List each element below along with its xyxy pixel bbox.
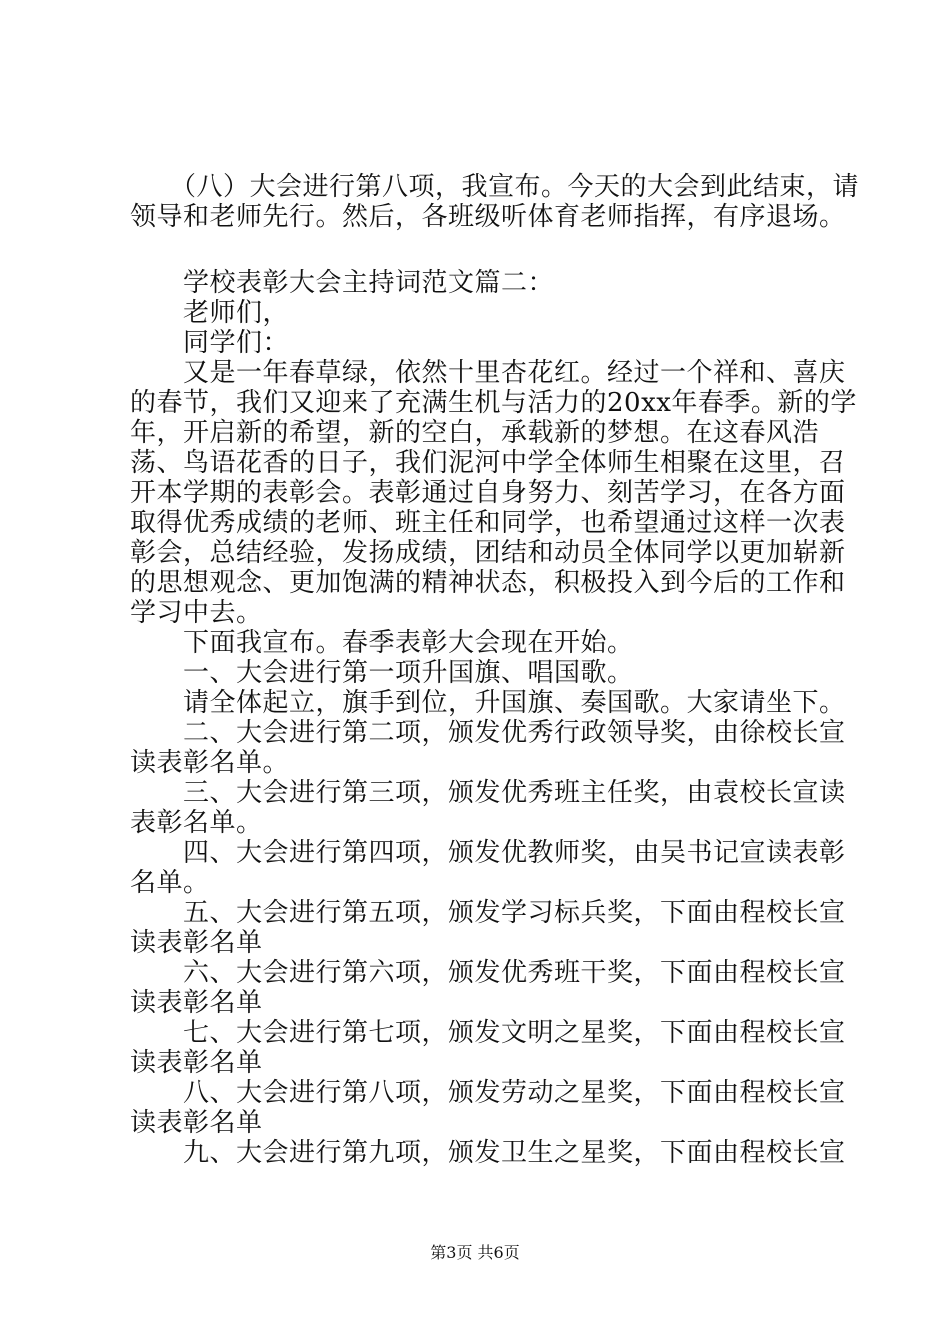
page-number-footer: 第3页 共6页 [430, 1243, 520, 1262]
intro-paragraph: 又是一年春草绿，依然十里杏花红。经过一个祥和、喜庆的春节，我们又迎来了充满生机与活力的20xx年春季。新的学年，开启新的希望，新的空白，承载新的梦想。在这春风浩荡、鸟语花香的日子，我们泥河中学全体师生相聚在这里，召开本学期的表彰会。表彰通过自身努力、刻苦学习，在各方面取得优秀成绩的老师、班主任和同学，也希望通过这样一次表彰会，总结经验，发扬成绩，团结和动员全体同学以更加崭新的思想观念、更加饱满的精神状态，积极投入到今后的工作和学习中去。 [130, 358, 857, 628]
agenda-instruction: 请全体起立，旗手到位，升国旗、奏国歌。大家请坐下。 [130, 688, 846, 718]
document-body [130, 172, 860, 1168]
greeting-students: 同学们： [130, 328, 290, 358]
agenda-item-3: 三、大会进行第三项，颁发优秀班主任奖，由袁校长宣读表彰名单。 [130, 778, 846, 838]
agenda-item-1: 一、大会进行第一项升国旗、唱国歌。 [130, 658, 634, 688]
agenda-item-5: 五、大会进行第五项，颁发学习标兵奖，下面由程校长宣读表彰名单 [130, 898, 846, 958]
agenda-item-7: 七、大会进行第七项，颁发文明之星奖，下面由程校长宣读表彰名单 [130, 1018, 846, 1078]
agenda-item-6: 六、大会进行第六项，颁发优秀班干奖，下面由程校长宣读表彰名单 [130, 958, 846, 1018]
greeting-teachers: 老师们， [130, 298, 290, 328]
agenda-item-9: 九、大会进行第九项，颁发卫生之星奖，下面由程校长宣 [130, 1138, 846, 1168]
announcement-paragraph: 下面我宣布。春季表彰大会现在开始。 [130, 628, 634, 658]
agenda-item-2: 二、大会进行第二项，颁发优秀行政领导奖，由徐校长宣读表彰名单。 [130, 718, 846, 778]
closing-paragraph: （八）大会进行第八项，我宣布。今天的大会到此结束，请领导和老师先行。然后，各班级听体育老师指挥，有序退场。 [130, 172, 860, 232]
section-title: 学校表彰大会主持词范文篇二： [130, 268, 555, 298]
agenda-item-8: 八、大会进行第八项，颁发劳动之星奖，下面由程校长宣读表彰名单 [130, 1078, 846, 1138]
agenda-item-4: 四、大会进行第四项，颁发优教师奖，由吴书记宣读表彰名单。 [130, 838, 846, 898]
